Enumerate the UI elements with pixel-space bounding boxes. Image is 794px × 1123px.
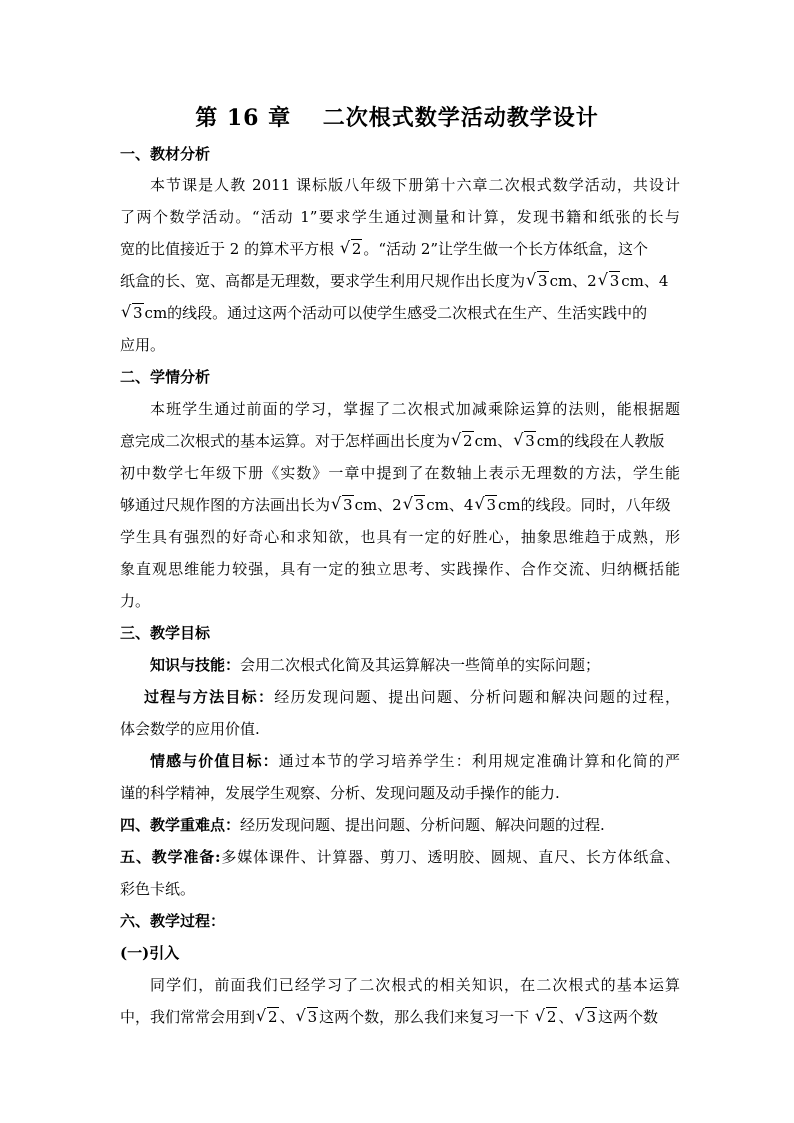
text-run: 、 [558, 1008, 574, 1026]
paragraph-line: 初中数学七年级下册《实数》一章中提到了在数轴上表示无理数的方法，学生能 [120, 464, 680, 482]
text-run: 纸盒的长、宽、高都是无理数，要求学生利用尺规作出长度为 [120, 272, 526, 290]
radicand: 3 [343, 496, 353, 514]
section-heading-preparation: 五、教学准备: [120, 848, 221, 866]
text-run: 这两个数，那么我们来复习一下 [319, 1008, 534, 1026]
section-heading-student-analysis: 二、学情分析 [120, 368, 211, 386]
radicand: 2 [546, 1008, 557, 1026]
sqrt-symbol [121, 298, 144, 328]
sqrt-symbol [403, 490, 426, 520]
paragraph-line: 体会数学的应用价值. [120, 720, 260, 738]
paragraph-line: 谨的科学精神，发展学生观察、分析、发现问题及动手操作的能力. [120, 784, 560, 802]
subsection-heading-introduction: (一)引入 [120, 944, 180, 962]
paragraph-line [120, 298, 680, 328]
sqrt-symbol [513, 426, 536, 456]
objective-label: 情感与价值目标： [150, 752, 279, 770]
text-run: cm、2 [354, 496, 402, 514]
text-run: 会用二次根式化简及其运算解决一些简单的实际问题； [240, 656, 601, 674]
paragraph-line [120, 426, 680, 456]
text-run: cm的线段。通过这两个活动可以使学生感受二次根式在生产、生活实践中的 [144, 304, 648, 322]
paragraph-line [120, 1002, 680, 1032]
text-run: cm、4 [426, 496, 474, 514]
paragraph-line [120, 842, 680, 872]
text-run: 经历发现问题、提出问题、分析问题和解决问题的过程， [274, 688, 680, 706]
radicand: 2 [463, 432, 473, 450]
sqrt-symbol [296, 1002, 319, 1032]
radicand: 3 [525, 432, 535, 450]
sqrt-symbol [451, 426, 474, 456]
paragraph-line [120, 234, 680, 264]
paragraph-line: 本班学生通过前面的学习，掌握了二次根式加减乘除运算的法则，能根据题 [150, 400, 680, 418]
text-run: 宽的比值接近于 2 的算术平方根 [120, 240, 339, 258]
text-run: 通过本节的学习培养学生：利用规定准确计算和化简的严 [278, 752, 680, 770]
paragraph-line: 了两个数学活动。“活动 1”要求学生通过测量和计算，发现书籍和纸张的长与 [120, 208, 680, 226]
radicand: 2 [268, 1008, 278, 1026]
text-run: 经历发现问题、提出问题、分析问题、解决问题的过程. [240, 816, 605, 834]
text-run: 多媒体课件、计算器、剪刀、透明胶、圆规、直尺、长方体纸盒、 [220, 848, 680, 866]
text-run: 够通过尺规作图的方法画出长为 [120, 496, 331, 514]
section-heading-key-points: 四、教学重难点： [120, 816, 241, 834]
paragraph-line [150, 746, 680, 776]
sqrt-symbol [340, 234, 363, 264]
paragraph-line [150, 650, 680, 680]
sqrt-symbol [256, 1002, 279, 1032]
radicand: 3 [586, 1008, 597, 1026]
radicand: 3 [486, 496, 496, 514]
text-run: 这两个数 [598, 1008, 659, 1026]
paragraph-line [120, 490, 680, 520]
section-heading-textbook-analysis: 一、教材分析 [120, 145, 211, 163]
text-run: cm、 [474, 432, 513, 450]
radicand: 3 [609, 272, 620, 290]
paragraph-line: 同学们，前面我们已经学习了二次根式的相关知识，在二次根式的基本运算 [150, 976, 680, 994]
paragraph-line: 应用。 [120, 336, 166, 354]
paragraph-line: 学生具有强烈的好奇心和求知欲，也具有一定的好胜心，抽象思维趋于成熟，形 [120, 528, 680, 546]
radicand: 3 [414, 496, 425, 514]
text-run: 中，我们常常会用到 [120, 1008, 256, 1026]
text-run: cm、2 [549, 272, 597, 290]
text-run: 意完成二次根式的基本运算。对于怎样画出长度为 [120, 432, 451, 450]
text-run: cm、4 [621, 272, 669, 290]
sqrt-symbol [331, 490, 354, 520]
paragraph-line: 本节课是人教 2011 课标版八年级下册第十六章二次根式数学活动，共设计 [150, 176, 680, 194]
objective-label: 过程与方法目标： [144, 688, 275, 706]
radicand: 3 [538, 272, 548, 290]
text-run: cm的线段。同时，八年级 [498, 496, 671, 514]
sqrt-symbol [574, 1002, 597, 1032]
paragraph-line: 力。 [120, 592, 151, 610]
objective-label: 知识与技能： [150, 656, 241, 674]
paragraph-line [144, 682, 680, 712]
text-run: 、 [279, 1008, 295, 1026]
paragraph-line: 象直观思维能力较强，具有一定的独立思考、实践操作、合作交流、归纳概括能 [120, 560, 680, 578]
radicand: 3 [307, 1008, 318, 1026]
page-title: 第 16 章 二次根式数学活动教学设计 [195, 105, 599, 131]
section-heading-teaching-process: 六、教学过程： [120, 912, 226, 930]
sqrt-symbol [535, 1002, 558, 1032]
sqrt-symbol [526, 266, 549, 296]
radicand: 3 [133, 304, 143, 322]
text-run: cm的线段在人教版 [536, 432, 665, 450]
text-run: 。“活动 2”让学生做一个长方体纸盒，这个 [363, 240, 649, 258]
sqrt-symbol [598, 266, 621, 296]
paragraph-line [120, 810, 680, 840]
paragraph-line: 彩色卡纸。 [120, 880, 196, 898]
paragraph-line [120, 266, 680, 296]
section-heading-teaching-objectives: 三、教学目标 [120, 624, 211, 642]
sqrt-symbol [474, 490, 497, 520]
radicand: 2 [351, 240, 362, 258]
